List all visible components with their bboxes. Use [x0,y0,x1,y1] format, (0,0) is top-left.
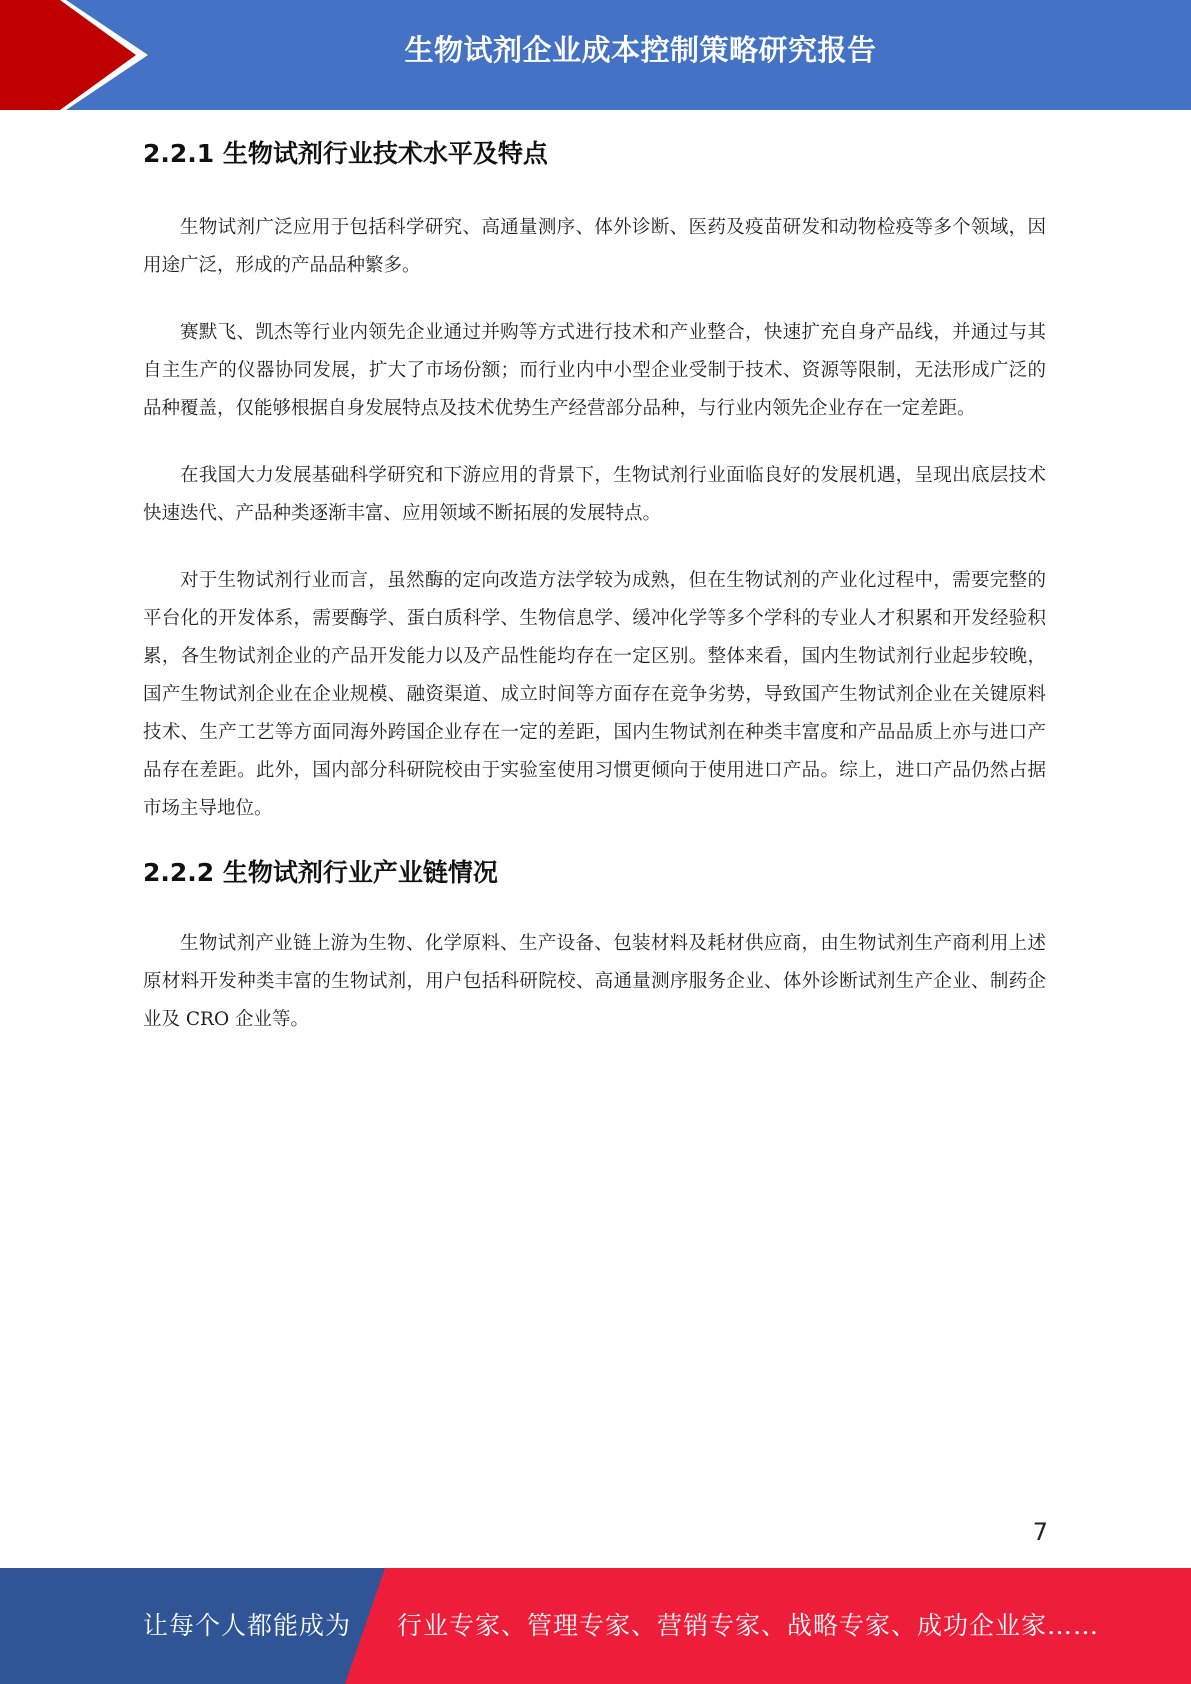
paragraph: 生物试剂广泛应用于包括科学研究、高通量测序、体外诊断、医药及疫苗研发和动物检疫等多个领域，因用途广泛，形成的产品品种繁多。 [143,217,1046,276]
section-heading: 2.2.1 生物试剂行业技术水平及特点 [143,139,548,168]
paragraph: 生物试剂产业链上游为生物、化学原料、生产设备、包装材料及耗材供应商，由生物试剂生产商利用上述原材料开发种类丰富的生物试剂，用户包括科研院校、高通量测序服务企业、体外诊断试剂生产企业、制药企业及 CRO 企业等。 [143,933,1046,1030]
paragraph: 在我国大力发展基础科学研究和下游应用的背景下，生物试剂行业面临良好的发展机遇，呈现出底层技术快速迭代、产品种类逐渐丰富、应用领域不断拓展的发展特点。 [143,465,1046,524]
footer-slogan-left: 让每个人都能成为 [143,1611,352,1640]
section-heading: 2.2.2 生物试剂行业产业链情况 [143,858,498,887]
report-title: 生物试剂企业成本控制策略研究报告 [404,33,877,67]
page-number: 7 [1032,1518,1048,1546]
paragraph: 对于生物试剂行业而言，虽然酶的定向改造方法学较为成熟，但在生物试剂的产业化过程中，需要完整的平台化的开发体系，需要酶学、蛋白质科学、生物信息学、缓冲化学等多个学科的专业人才积累和开发经验积累，各生物试剂企业的产品开发能力以及产品性能均存在一定区别。整体来看，国内生物试剂行业起步较晚，国产生物试剂企业在企业规模、融资渠道、成立时间等方面存在竞争劣势，导致国产生物试剂企业在关键原料技术、生产工艺等方面同海外跨国企业存在一定的差距，国内生物试剂在种类丰富度和产品品质上亦与进口产品存在差距。此外，国内部分科研院校由于实验室使用习惯更倾向于使用进口产品。综上，进口产品仍然占据市场主导地位。 [143,570,1046,819]
paragraph: 赛默飞、凯杰等行业内领先企业通过并购等方式进行技术和产业整合，快速扩充自身产品线，并通过与其自主生产的仪器协同发展，扩大了市场份额；而行业内中小型企业受制于技术、资源等限制，无法形成广泛的品种覆盖，仅能够根据自身发展特点及技术优势生产经营部分品种，与行业内领先企业存在一定差距。 [143,322,1046,419]
page-header [0,0,1191,110]
header-chevron-decoration [0,0,160,110]
page-footer [0,1568,1191,1684]
main-content [143,128,1046,1039]
footer-slogan-right: 行业专家、管理专家、营销专家、战略专家、成功企业家…… [397,1611,1100,1640]
